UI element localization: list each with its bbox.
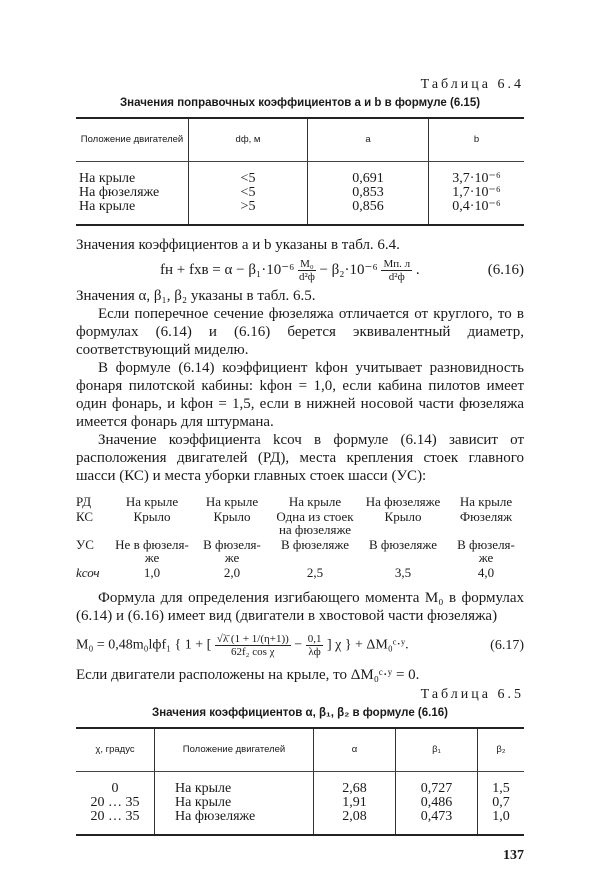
cell: 20 … 35 [90, 795, 140, 810]
cell: 0,691 [352, 171, 384, 186]
cell: >5 [240, 199, 256, 214]
fraction [381, 258, 412, 283]
table-row [76, 772, 524, 836]
equation-number: (6.17) [490, 637, 524, 653]
table-6-4-caption: Значения поправочных коэффициентов a и b в формуле (6.15) [119, 97, 481, 109]
fraction [215, 633, 291, 658]
equation-6-16 [160, 258, 420, 283]
table-6-5-caption: Значения коэффициентов α, β₁, β₂ в формуле (6.16) [152, 707, 448, 719]
cell: На крыле [205, 494, 259, 509]
cell: 2,68 [342, 781, 367, 796]
cell: На крыле [175, 795, 232, 810]
header-cell: b [429, 118, 525, 162]
cell: В фюзеляже [280, 537, 349, 552]
cell: На крыле [288, 494, 342, 509]
cell: 1,7·10⁻⁶ [452, 185, 501, 200]
cell: Одна из стоек на фюзеляже [276, 509, 354, 537]
table-header-row [76, 118, 524, 162]
cell: 0,7 [492, 795, 510, 810]
cell: 2,5 [306, 565, 324, 580]
denominator: λф [308, 646, 321, 658]
cell: 1,0 [143, 565, 161, 580]
cell: На крыле [79, 199, 136, 214]
paragraph: В формуле (6.14) коэффициент kфон учитывает разновидность фонаря пилотской кабины: kфон = 1,0, если кабина пилотов имеет один фонарь, и kфон = 1,5, если в нижней носовой части фюзеляжа имеется фонарь для штурмана. [76, 360, 524, 430]
cell: 1,91 [342, 795, 367, 810]
cell: 1,0 [492, 809, 510, 824]
page-number: 137 [503, 848, 524, 863]
cell: На крыле [79, 171, 136, 186]
paragraph: Если поперечное сечение фюзеляжа отличается от круглого, то в формулах (6.14) и (6.16) берется эквивалентный диаметр, соответствующий миделю. [76, 306, 524, 358]
eq-part: fн + fхв = α − β₁·10⁻⁶ [160, 261, 295, 278]
cell: Крыло [213, 509, 251, 524]
cell: <5 [240, 171, 256, 186]
table-6-5 [76, 727, 524, 836]
eq-part: − [294, 637, 306, 653]
header-cell: dф, м [189, 118, 308, 162]
header-cell: β₁ [396, 728, 478, 772]
cell: 0,473 [420, 809, 453, 824]
document-page [76, 0, 524, 884]
row-label: РД [76, 494, 92, 509]
eq-part: − β₂·10⁻⁶ [319, 261, 378, 278]
equation-number: (6.16) [487, 262, 524, 278]
row-label: УС [76, 537, 94, 552]
cell: 2,0 [223, 565, 241, 580]
cell: На крыле [459, 494, 513, 509]
row-label: kсоч [76, 565, 100, 580]
numerator: Mп. л [383, 258, 411, 270]
cell: Не в фюзеля- же [115, 537, 189, 565]
equation-6-17 [76, 633, 409, 658]
eq-part: M₀ = 0,48m₀lфf₁ { 1 + [ [76, 637, 212, 653]
cell: Крыло [384, 509, 422, 524]
numerator: M₀ [300, 258, 314, 270]
cell: 2,08 [342, 809, 367, 824]
fraction [298, 258, 316, 283]
cell: Крыло [133, 509, 171, 524]
cell: На крыле [125, 494, 179, 509]
header-cell: α [314, 728, 396, 772]
paragraph: Формула для определения изгибающего момента M₀ в формулах (6.14) и (6.16) имеет вид (двигатели в хвостовой части фюзеляжа) [76, 590, 524, 624]
table-6-4-label: Таблица 6.4 [420, 77, 524, 92]
cell: На фюзеляже [175, 809, 256, 824]
paragraph: Если двигатели расположены на крыле, то ΔM₀ᶜ·ʸ = 0. [76, 667, 420, 683]
eq-part: ] χ } + ΔM₀ᶜ·ʸ. [326, 637, 409, 653]
table-6-5-label: Таблица 6.5 [420, 687, 524, 702]
cell: Фюзеляж [459, 509, 513, 524]
paragraph: Значения коэффициентов a и b указаны в табл. 6.4. [76, 237, 400, 253]
equation-6-17-row [76, 633, 524, 658]
cell: В фюзеля- же [203, 537, 261, 565]
numerator: √λ̄ (1 + 1/(η+1)) [216, 633, 289, 645]
paragraph: Значения α, β₁, β₂ указаны в табл. 6.5. [76, 288, 316, 304]
cell: 0,486 [420, 795, 453, 810]
cell: 0,853 [352, 185, 384, 200]
eq-part: . [415, 261, 420, 278]
cell: 20 … 35 [90, 809, 140, 824]
table-header-row [76, 728, 524, 772]
numerator: 0,1 [307, 633, 322, 645]
header-cell: Положение двигателей [155, 728, 314, 772]
cell: 0,4·10⁻⁶ [452, 199, 501, 214]
row-label: КС [76, 509, 94, 524]
ksoch-table [76, 495, 524, 579]
cell: <5 [240, 185, 256, 200]
paragraph: Значение коэффициента kсоч в формуле (6.14) зависит от расположения двигателей (РД), места крепления стоек главного шасси (КС) и места уборки главных стоек шасси (УС): [76, 432, 524, 484]
table-row [76, 162, 524, 226]
fraction [306, 633, 324, 658]
equation-6-16-row [76, 258, 524, 283]
cell: В фюзеляже [368, 537, 437, 552]
denominator: d²ф [388, 271, 405, 283]
denominator: 62f₂ cos χ [231, 646, 275, 658]
cell: На крыле [175, 781, 232, 796]
cell: 0 [111, 781, 119, 796]
header-cell: Положение двигателей [76, 118, 189, 162]
header-cell: β₂ [478, 728, 525, 772]
header-cell: a [308, 118, 429, 162]
cell: На фюзеляже [365, 494, 441, 509]
cell: На фюзеляже [79, 185, 160, 200]
cell: 4,0 [477, 565, 495, 580]
denominator: d²ф [298, 271, 315, 283]
header-cell: χ, градус [76, 728, 155, 772]
cell: В фюзеля- же [457, 537, 515, 565]
cell: 0,856 [352, 199, 384, 214]
cell: 3,7·10⁻⁶ [452, 171, 501, 186]
cell: 1,5 [492, 781, 510, 796]
cell: 3,5 [394, 565, 412, 580]
cell: 0,727 [420, 781, 453, 796]
table-6-4 [76, 117, 524, 226]
